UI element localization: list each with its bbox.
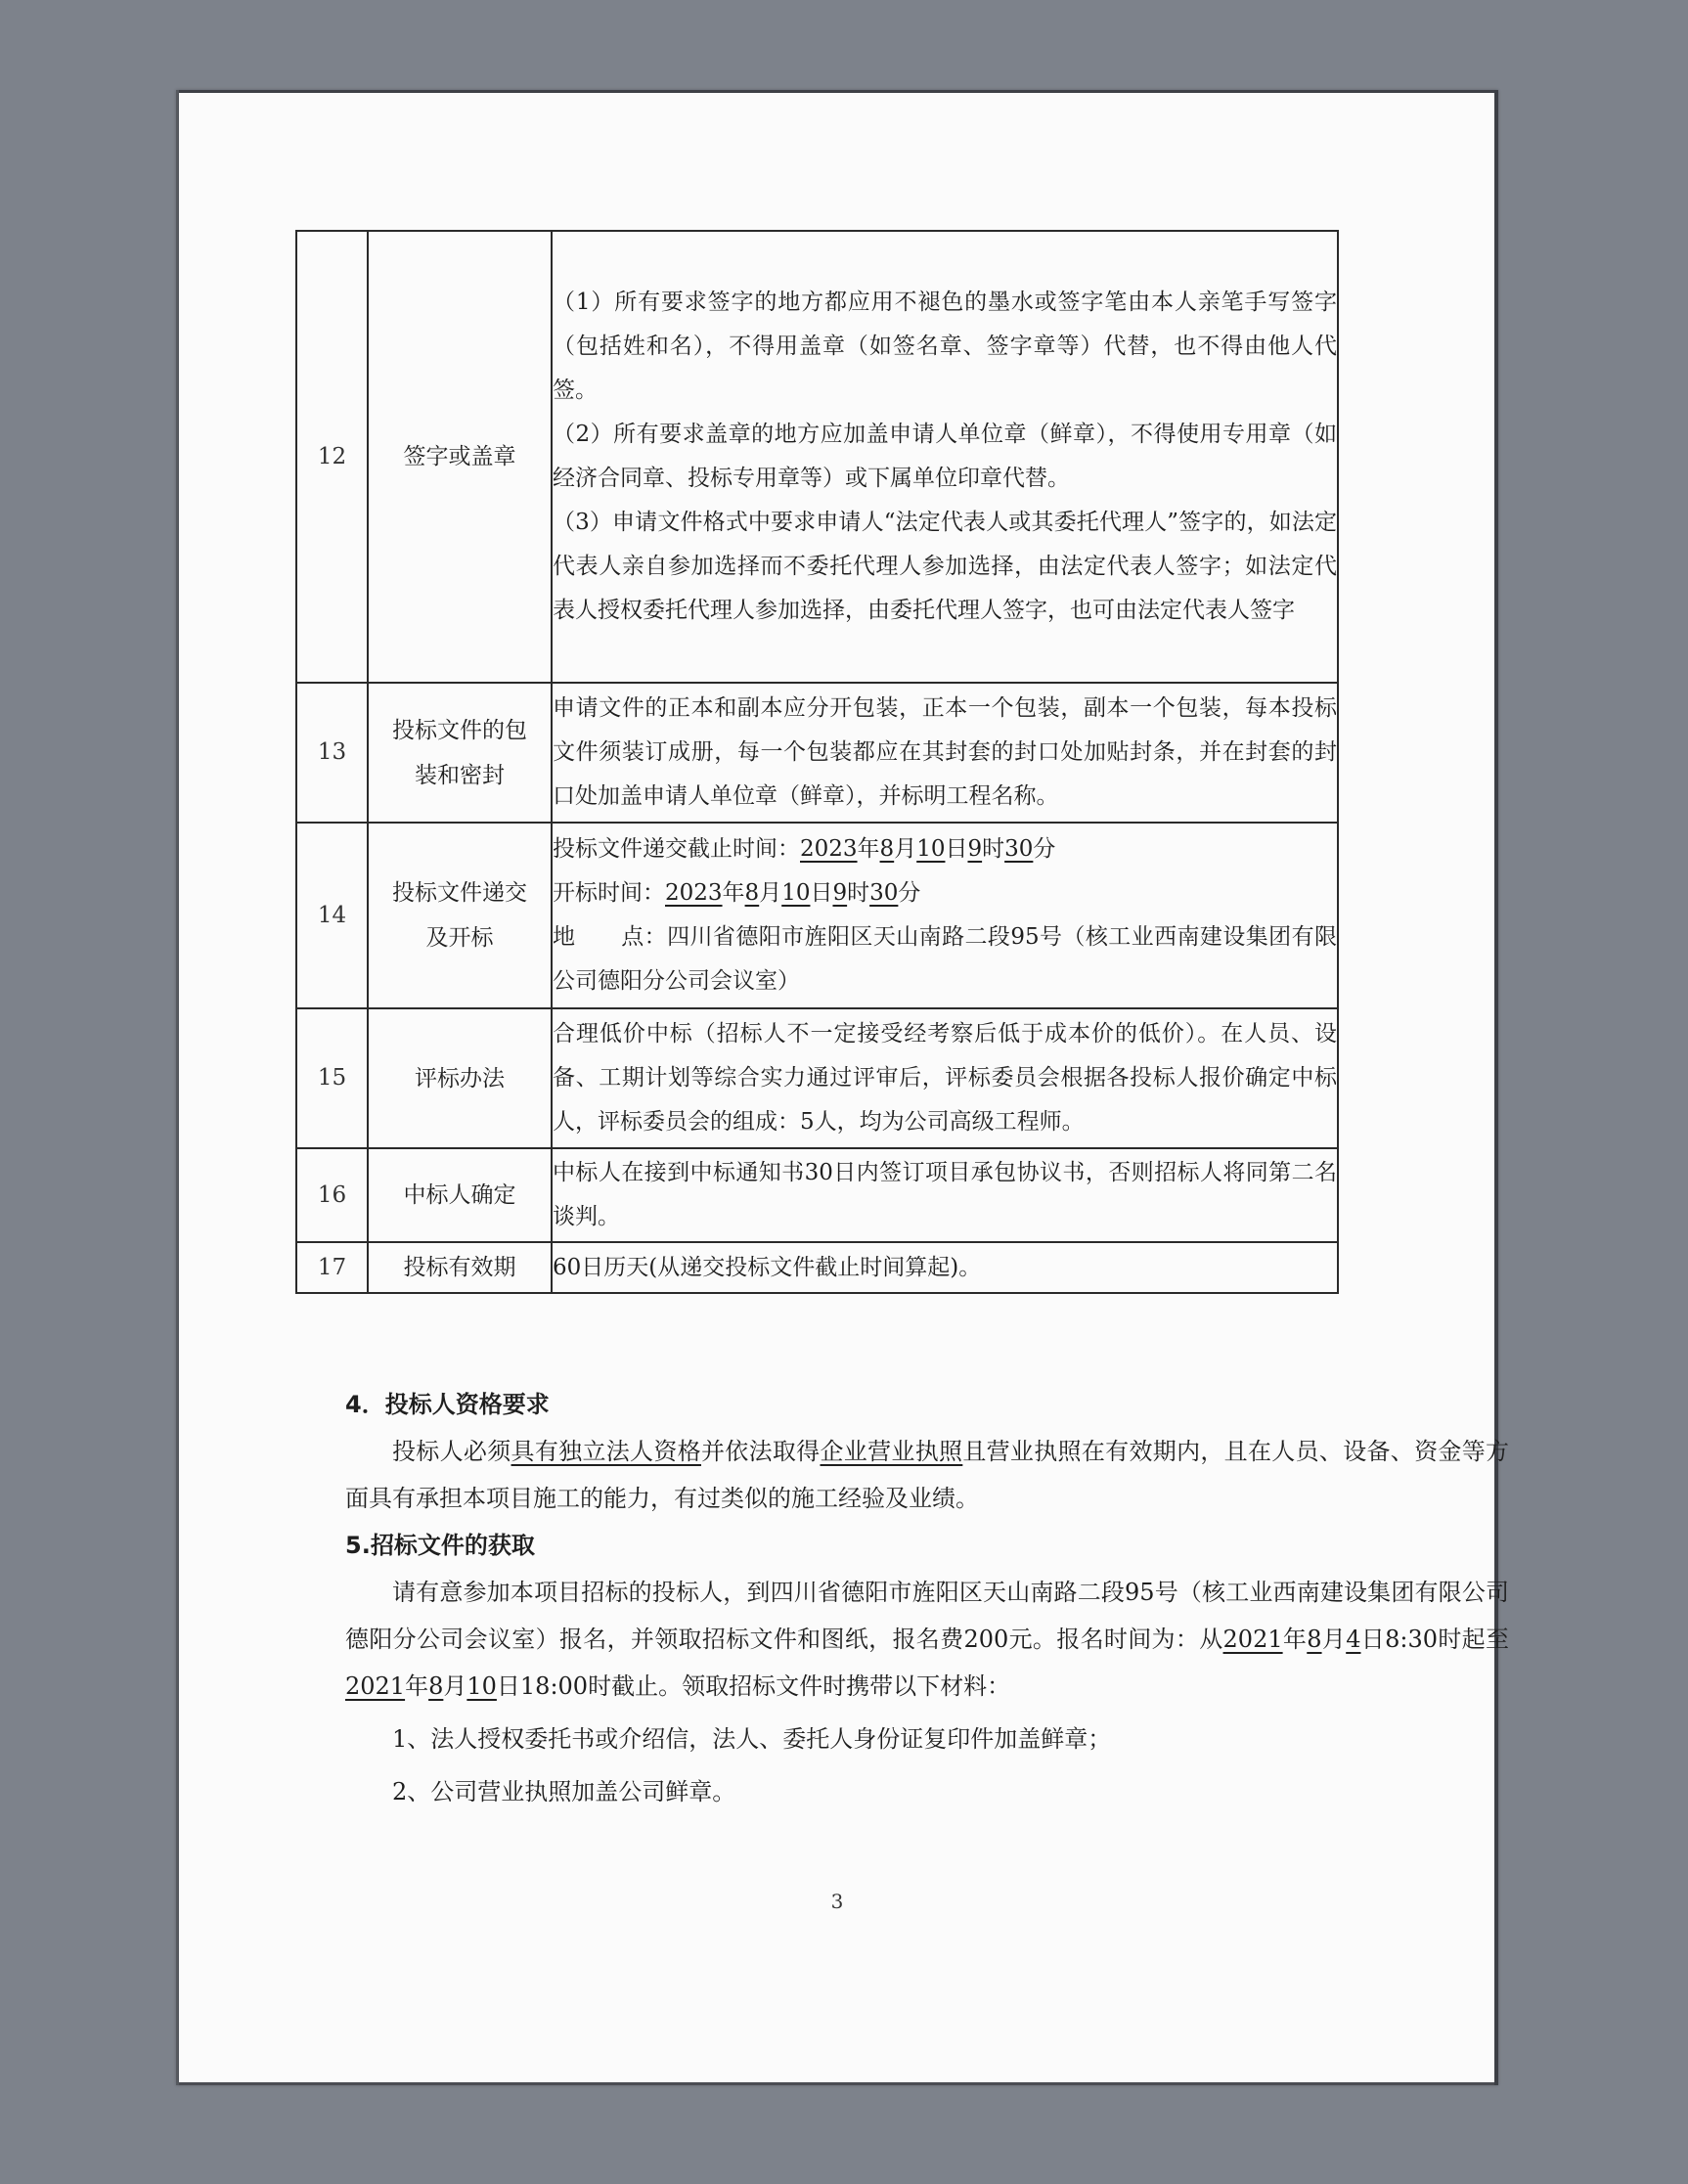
location-text: 四川省德阳市旌阳区天山南路二段95号（核工业西南建设集团有限公司德阳分公司会议室） (553, 924, 1338, 994)
row-content (552, 1242, 1338, 1293)
unit-day: 日 (945, 836, 968, 862)
list-item: 1、法人授权委托书或介绍信，法人、委托人身份证复印件加盖鲜章； (392, 1725, 1112, 1753)
row-number: 13 (296, 683, 368, 823)
text-run: 并依法取得 (700, 1438, 821, 1465)
opening-line (553, 871, 1337, 915)
page-edge-left (176, 90, 179, 2085)
document-page (176, 90, 1510, 2085)
location-line (553, 915, 1337, 1003)
unit-year: 年 (857, 836, 880, 862)
content-paragraph: （2）所有要求盖章的地方应加盖申请人单位章（鲜章），不得使用专用章（如经济合同章、投标专用章等）或下属单位印章代替。 (553, 422, 1337, 491)
text-run: 且营业执照在有效期内，且在人员、设备、资金等方面具有承担本项目施工的能力，有过类似的施工经验及业绩。 (345, 1438, 1510, 1512)
acquisition-paragraph (345, 1569, 1509, 1710)
page-edge-bottom (176, 2082, 1498, 2085)
row-content (552, 823, 1338, 1008)
section-heading: 5.招标文件的获取 (345, 1532, 535, 1559)
unit-day: 日 (810, 880, 833, 906)
deadline-line (553, 827, 1337, 871)
row-content (552, 1148, 1338, 1242)
unit-month: 月 (443, 1672, 467, 1700)
row-number: 17 (296, 1242, 368, 1293)
content-paragraph: 中标人在接到中标通知书30日内签订项目承包协议书，否则招标人将同第二名谈判。 (553, 1160, 1337, 1229)
deadline-day: 10 (916, 836, 946, 862)
underlined-term: 具有独立法人资格 (511, 1438, 701, 1465)
row-item (368, 823, 552, 1008)
unit-minute: 分 (1033, 836, 1056, 862)
list-item: 2、公司营业执照加盖公司鲜章。 (392, 1778, 736, 1805)
unit-minute: 分 (898, 880, 921, 906)
location-label: 地 点： (553, 924, 668, 950)
deadline-minute: 30 (1004, 836, 1034, 862)
opening-month: 8 (744, 880, 760, 906)
deadline-year: 2023 (800, 836, 858, 862)
end-day: 10 (466, 1672, 497, 1700)
row-item-line: 装和密封 (415, 762, 505, 788)
underlined-term: 企业营业执照 (820, 1438, 963, 1465)
content-paragraph: 申请文件的正本和副本应分开包装，正本一个包装，副本一个包装，每本投标文件须装订成册，每一个包装都应在其封套的封口处加贴封条，并在封套的封口处加盖申请人单位章（鲜章），并标明工程名称。 (553, 695, 1337, 809)
deadline-hour: 9 (967, 836, 983, 862)
unit-hour: 时 (982, 836, 1005, 862)
row-item: 签字或盖章 (368, 231, 552, 683)
row-item-line: 及开标 (425, 925, 494, 951)
row-item: 评标办法 (368, 1008, 552, 1148)
content-paragraph: 60日历天(从递交投标文件截止时间算起)。 (553, 1254, 982, 1280)
opening-label: 开标时间： (553, 880, 665, 906)
unit-year: 年 (722, 880, 745, 906)
unit-month: 月 (894, 836, 917, 862)
text-run: 18:00时截止。领取招标文件时携带以下材料： (519, 1672, 1011, 1700)
unit-month: 月 (759, 880, 782, 906)
table-row (296, 683, 1338, 823)
row-number: 14 (296, 823, 368, 1008)
page-edge-top (176, 90, 1498, 93)
start-year: 2021 (1222, 1626, 1283, 1653)
end-month: 8 (428, 1672, 444, 1700)
opening-hour: 9 (832, 880, 848, 906)
tender-info-table (295, 230, 1339, 1294)
opening-minute: 30 (869, 880, 899, 906)
text-run: 8:30时起至 (1385, 1626, 1510, 1653)
content-paragraph: 合理低价中标（招标人不一定接受经考察后低于成本价的低价）。在人员、设备、工期计划等综合实力通过评审后，评标委员会根据各投标人报价确定中标人，评标委员会的组成：5人，均为公司高级工程师。 (553, 1021, 1337, 1135)
content-paragraph: （3）申请文件格式中要求申请人“法定代表人或其委托代理人”签字的，如法定代表人亲自参加选择而不委托代理人参加选择，由法定代表人签字；如法定代表人授权委托代理人参加选择，由委托代理人签字，也可由法定代表人签字 (553, 510, 1337, 623)
row-item (368, 683, 552, 823)
row-number: 12 (296, 231, 368, 683)
table-row (296, 1148, 1338, 1242)
end-year: 2021 (345, 1672, 406, 1700)
table-row (296, 823, 1338, 1008)
page-number: 3 (830, 1890, 844, 1913)
body-text (345, 1381, 1509, 1821)
row-item: 中标人确定 (368, 1148, 552, 1242)
deadline-month: 8 (879, 836, 895, 862)
row-item-line: 投标文件递交 (392, 880, 527, 906)
qualification-paragraph (345, 1428, 1509, 1522)
row-item: 投标有效期 (368, 1242, 552, 1293)
row-content (552, 231, 1338, 683)
opening-day: 10 (781, 880, 811, 906)
materials-list (345, 1716, 1509, 1815)
row-content (552, 1008, 1338, 1148)
unit-day: 日 (496, 1672, 520, 1700)
table-row (296, 1242, 1338, 1293)
deadline-label: 投标文件递交截止时间： (553, 836, 800, 862)
row-number: 16 (296, 1148, 368, 1242)
table-row (296, 1008, 1338, 1148)
row-content (552, 683, 1338, 823)
section-heading: 4．投标人资格要求 (345, 1391, 550, 1418)
unit-hour: 时 (847, 880, 870, 906)
unit-day: 日 (1360, 1626, 1386, 1653)
start-day: 4 (1346, 1626, 1361, 1653)
unit-year: 年 (1282, 1626, 1308, 1653)
opening-year: 2023 (665, 880, 723, 906)
unit-month: 月 (1321, 1626, 1347, 1653)
table-row (296, 231, 1338, 683)
text-run: 投标人必须 (392, 1438, 511, 1465)
row-item-line: 投标文件的包 (392, 717, 527, 743)
start-month: 8 (1307, 1626, 1322, 1653)
unit-year: 年 (405, 1672, 429, 1700)
row-number: 15 (296, 1008, 368, 1148)
content-paragraph: （1）所有要求签字的地方都应用不褪色的墨水或签字笔由本人亲笔手写签字（包括姓和名），不得用盖章（如签名章、签字章等）代替，也不得由他人代签。 (553, 290, 1337, 403)
text-run: 请有意参加本项目招标的投标人，到四川省德阳市旌阳区天山南路二段95号（核工业西南建设集团有限公司德阳分公司会议室）报名，并领取招标文件和图纸，报名费200元。报名时间为：从 (345, 1579, 1509, 1653)
